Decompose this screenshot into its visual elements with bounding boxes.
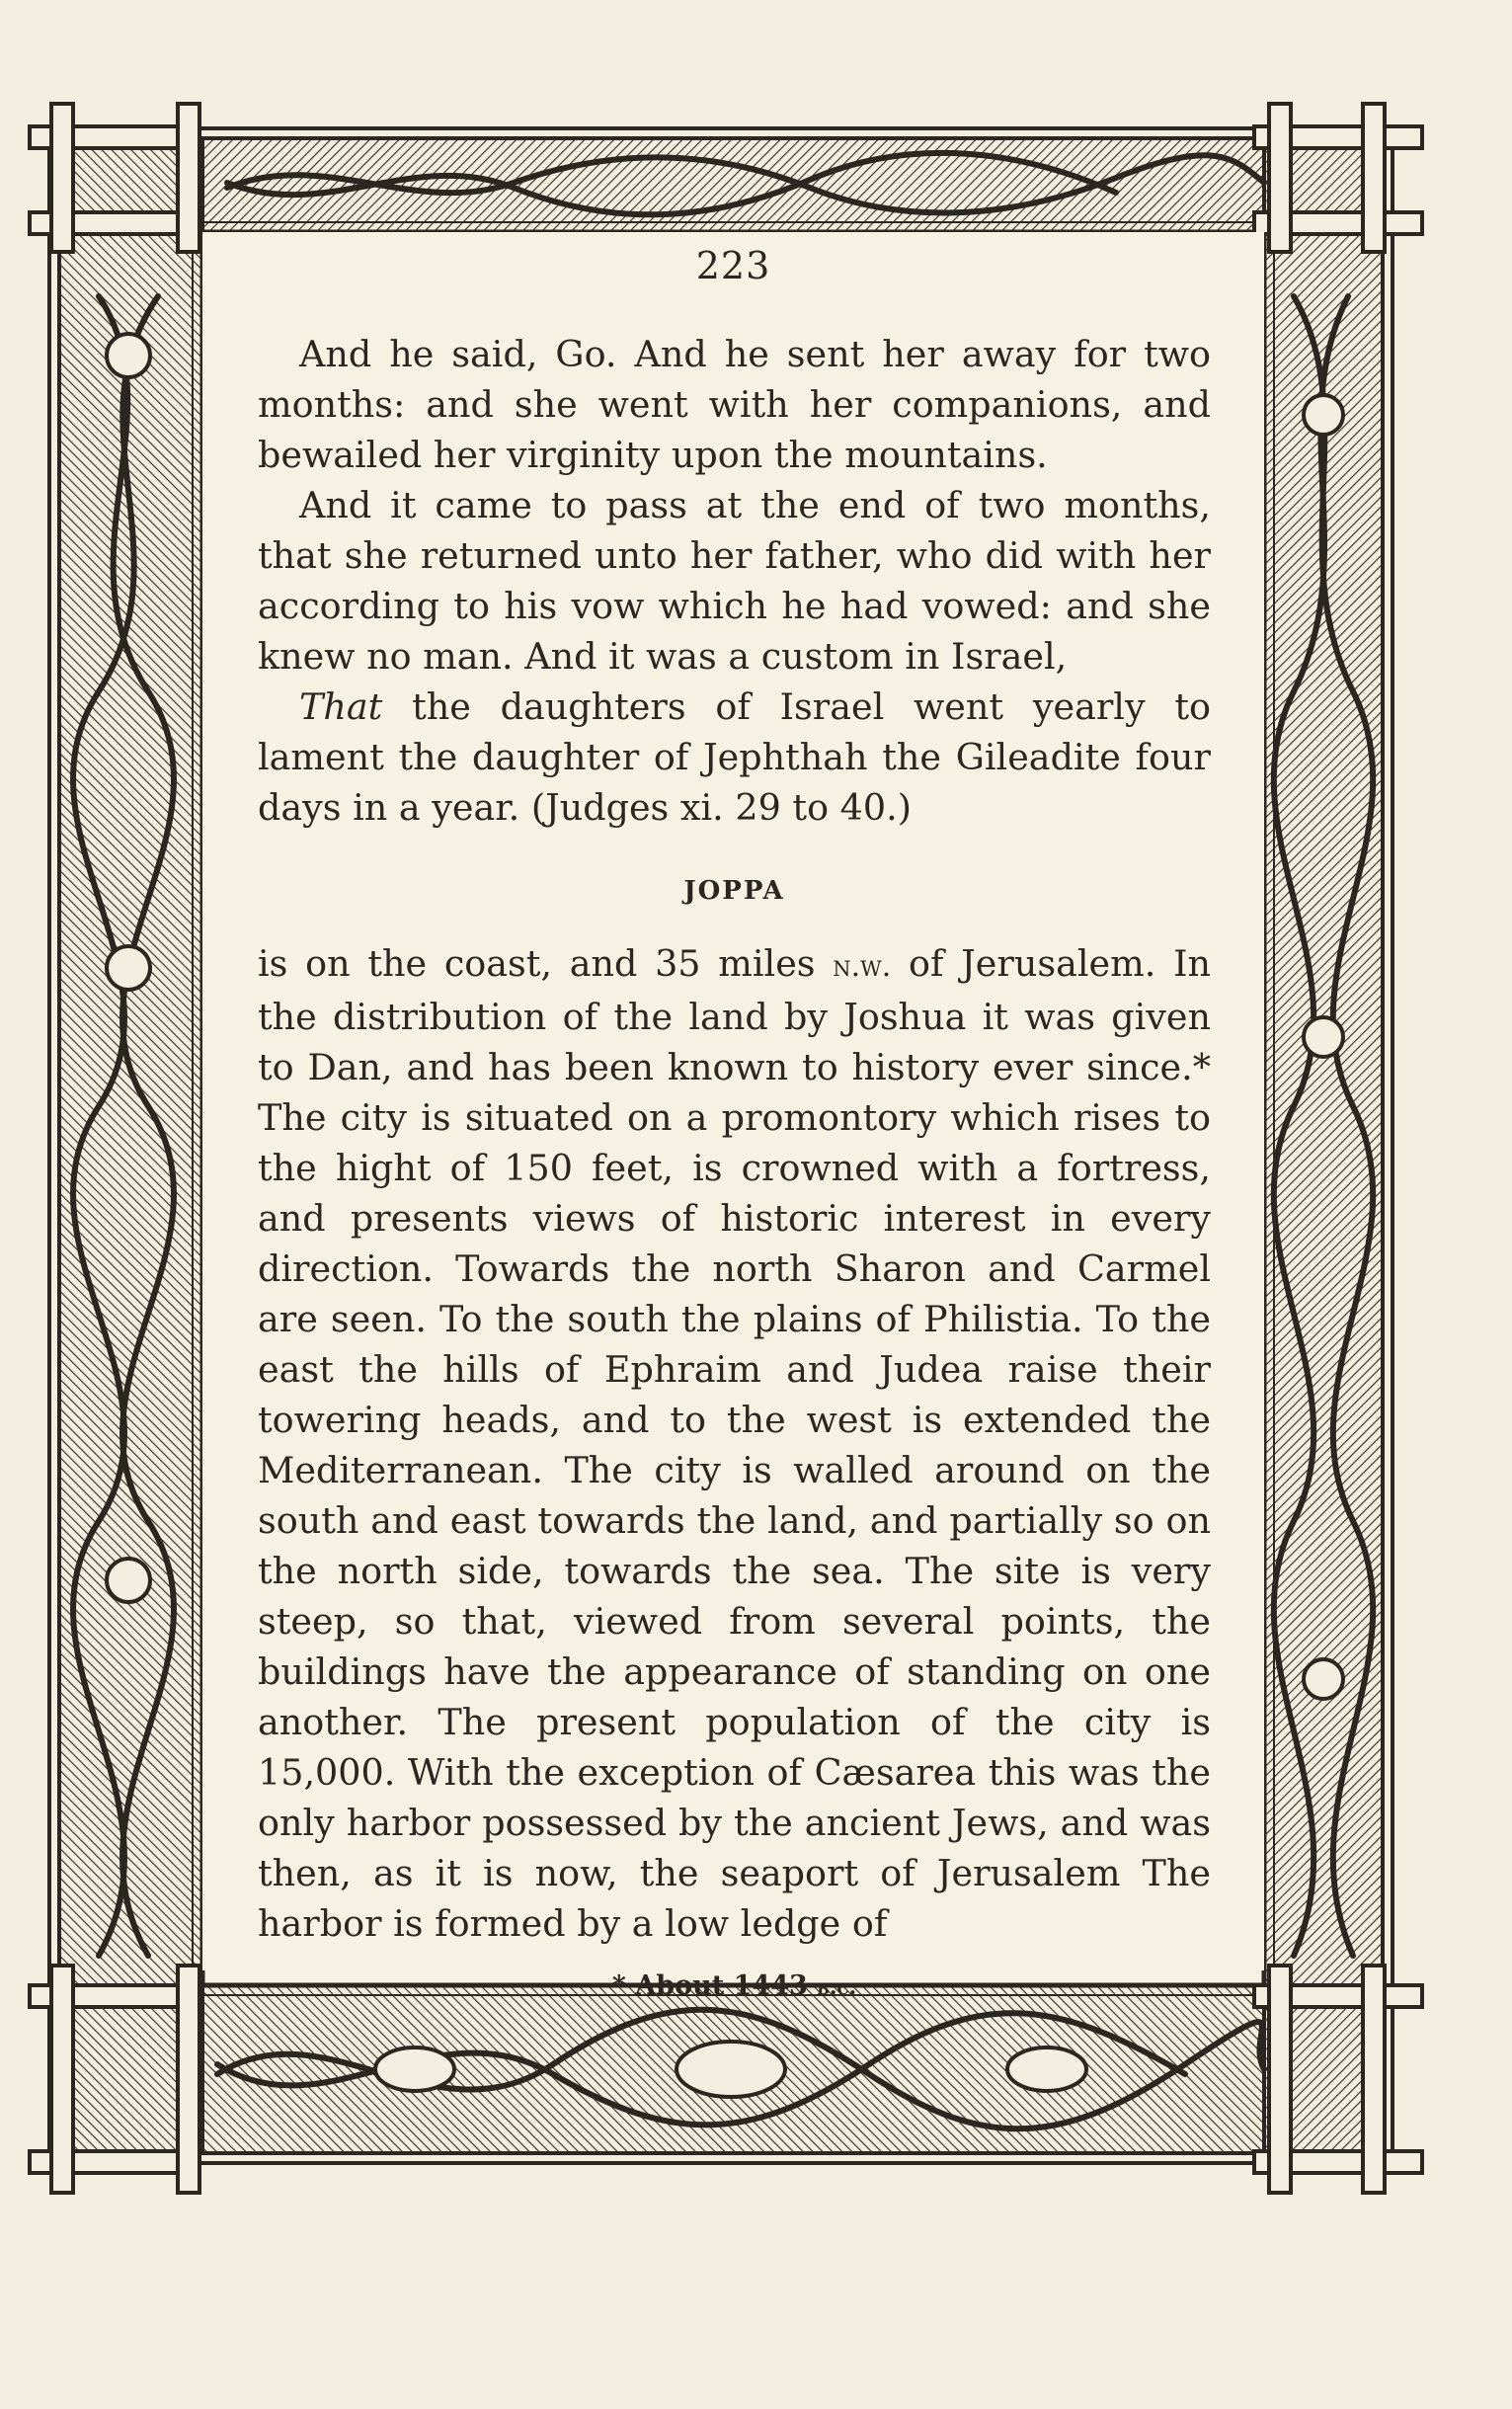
footnote bbox=[258, 1961, 1211, 2013]
italic-lead: That bbox=[299, 685, 383, 728]
footnote-text: About 1443 bbox=[625, 1970, 818, 2001]
section-heading: JOPPA bbox=[683, 876, 785, 906]
paragraph bbox=[258, 938, 1211, 1949]
top-border-band bbox=[59, 138, 1383, 232]
page-number: 223 bbox=[695, 244, 771, 287]
paragraph-text: is on the coast, and 35 miles bbox=[258, 942, 834, 985]
page-content-area bbox=[202, 232, 1264, 2001]
paragraph: And he said, Go. And he sent her away for two months: and she went with her companions, and bewailed her virginity upon the mountains. bbox=[258, 333, 1211, 476]
paragraph bbox=[258, 682, 1211, 833]
body-text bbox=[258, 329, 1211, 2013]
paragraph-text: the daughters of Israel went yearly to lament the daughter of Jephthah the Gileadite four days in a year. (Judges xi. 29 to 40.) bbox=[258, 685, 1211, 829]
footnote-mark: * bbox=[611, 1970, 626, 2001]
paragraph: And it came to pass at the end of two months, that she returned unto her father, who did with her according to his vow which he had vowed: and she knew no man. And it was a custom in Israel, bbox=[258, 484, 1211, 678]
footnote-abbrev: b.c. bbox=[817, 1974, 857, 2000]
abbreviation: n.w. bbox=[833, 949, 892, 984]
paragraph-text: of Jerusalem. In the distribution of the land by Joshua it was given to Dan, and has been known to history ever since.* The city is situated on a promontory which rises to the hight of 150 feet, is crowned with a fortress, and presents views of historic interest in every direction. Towards the north Sharon and Carmel are seen. To the south the plains of Philistia. To the east the hills of Ephraim and Judea raise their towering heads, and to the west is extended the Mediterranean. The city is walled around on the south and east towards the land, and partially so on the north side, towards the sea. The site is very steep, so that, viewed from several points, the buildings have the appearance of standing on one another. The present population of the city is 15,000. With the exception of Cæsarea this was the only harbor possessed by the ancient Jews, and was then, as it is now, the seaport of Jerusalem The harbor is formed by a low ledge of bbox=[258, 942, 1211, 1945]
